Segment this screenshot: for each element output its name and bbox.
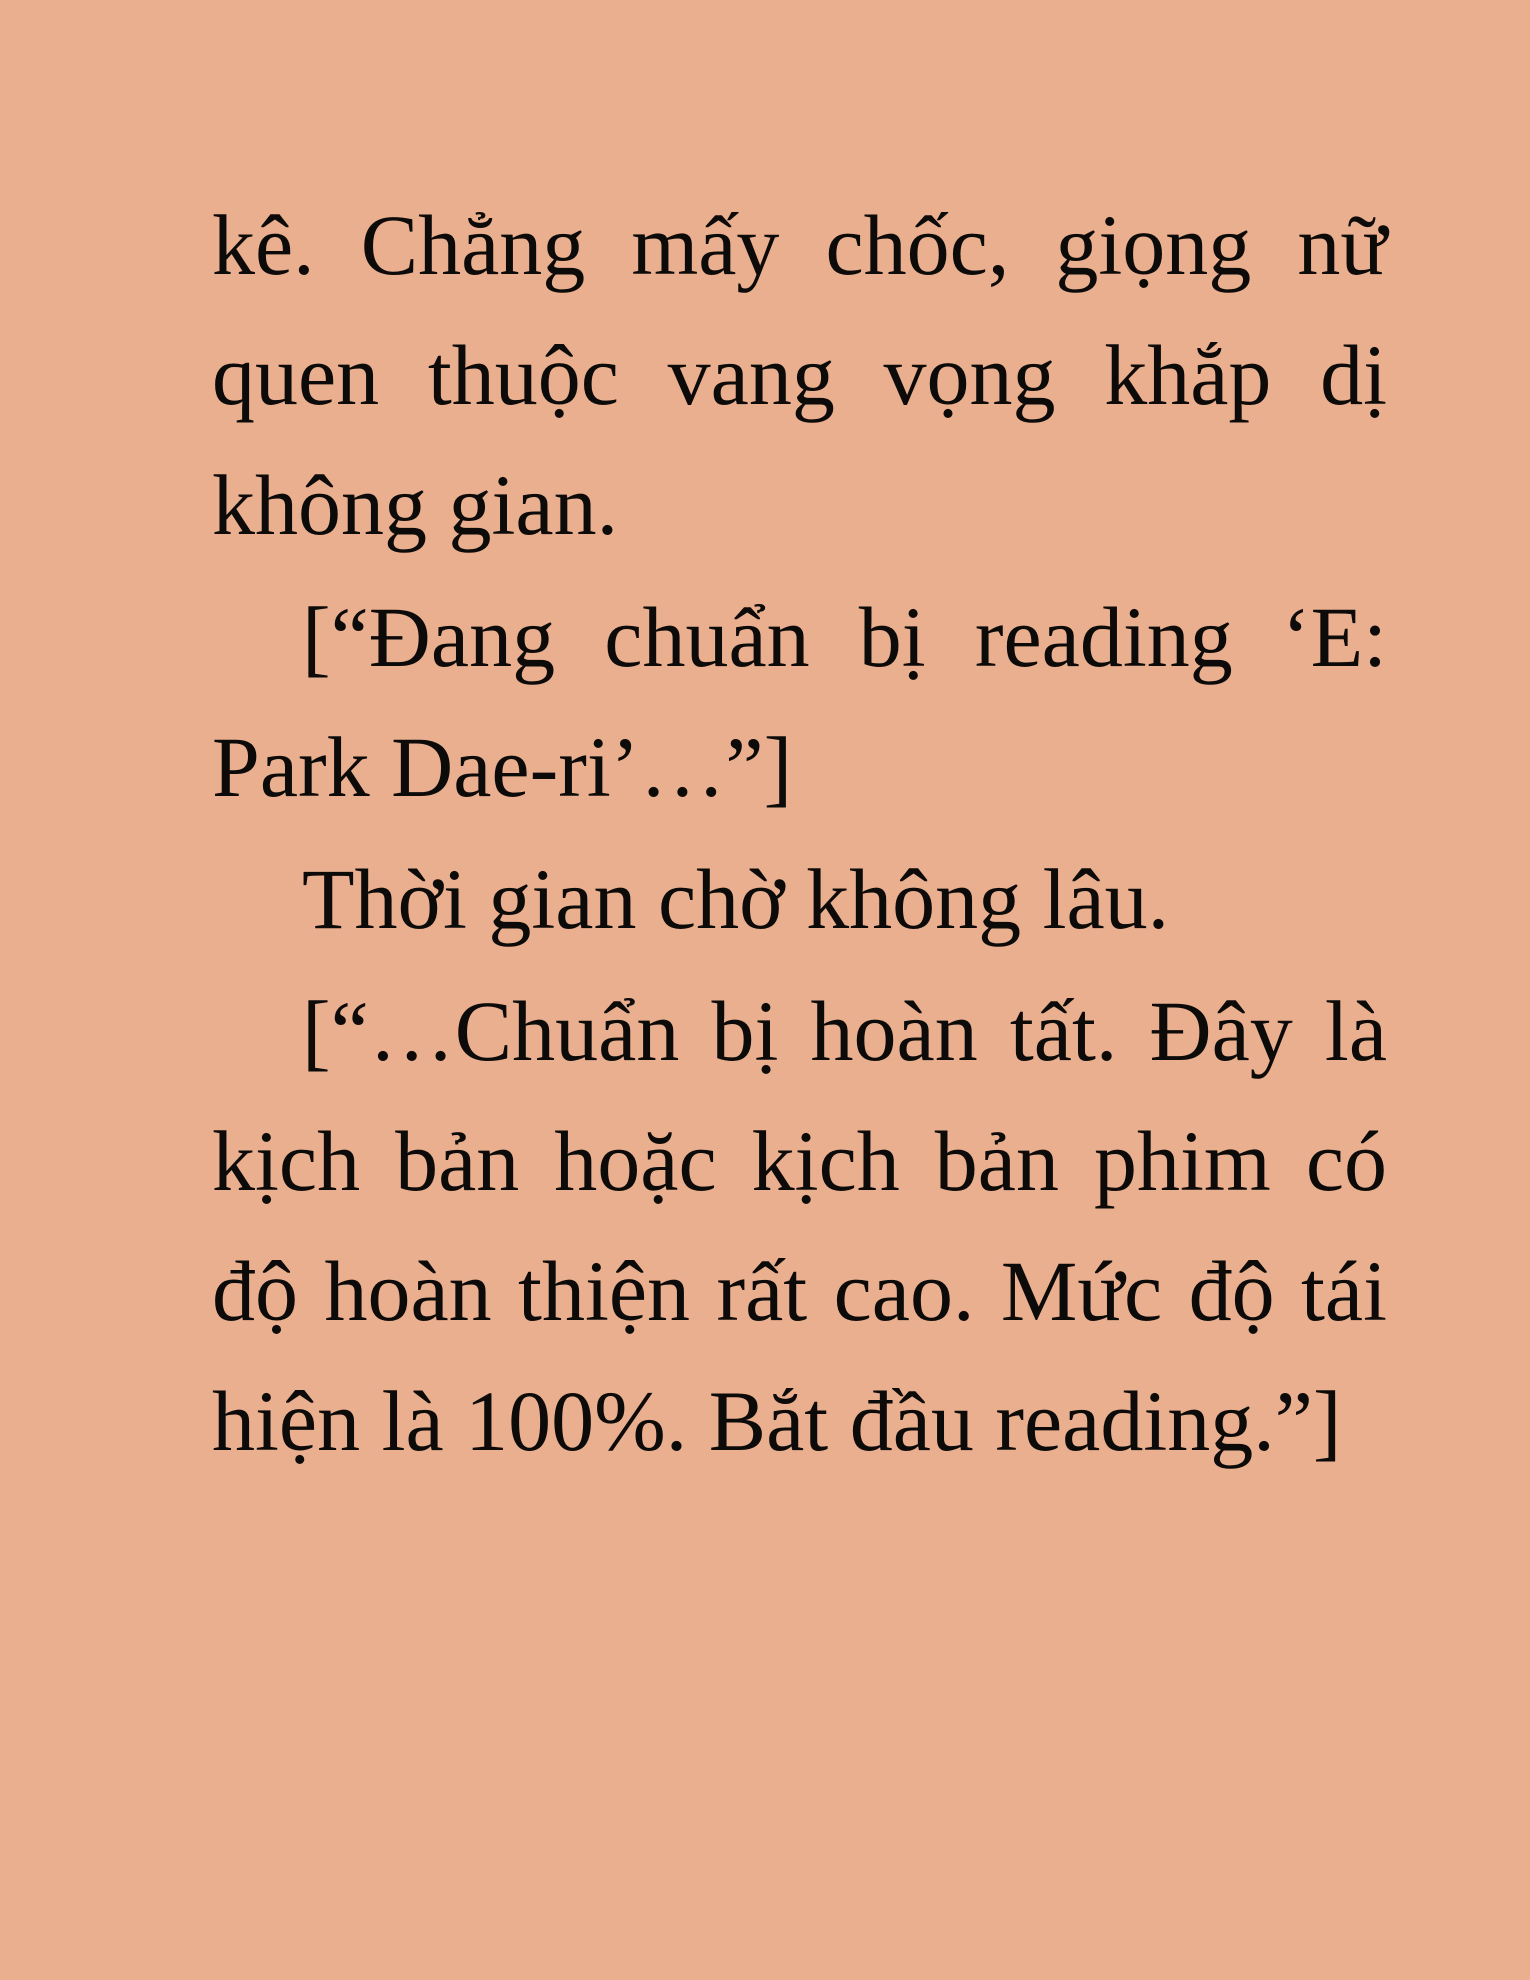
paragraph-system-message-start: [“…Chuẩn bị hoàn tất. Đây là kịch bản hoặc kịch bản phim có độ hoàn thiện rất cao. Mức độ tái hiện là 100%. Bắt đầu reading.”] [212,983,1387,1469]
document-page [212,180,1387,1486]
paragraph-system-message-preparing: [“Đang chuẩn bị reading ‘E: Park Dae-ri’…”] [212,589,1387,815]
paragraph-waiting: Thời gian chờ không lâu. [302,851,1170,947]
paragraph-continuation: kê. Chẳng mấy chốc, giọng nữ quen thuộc vang vọng khắp dị không gian. [212,197,1387,553]
